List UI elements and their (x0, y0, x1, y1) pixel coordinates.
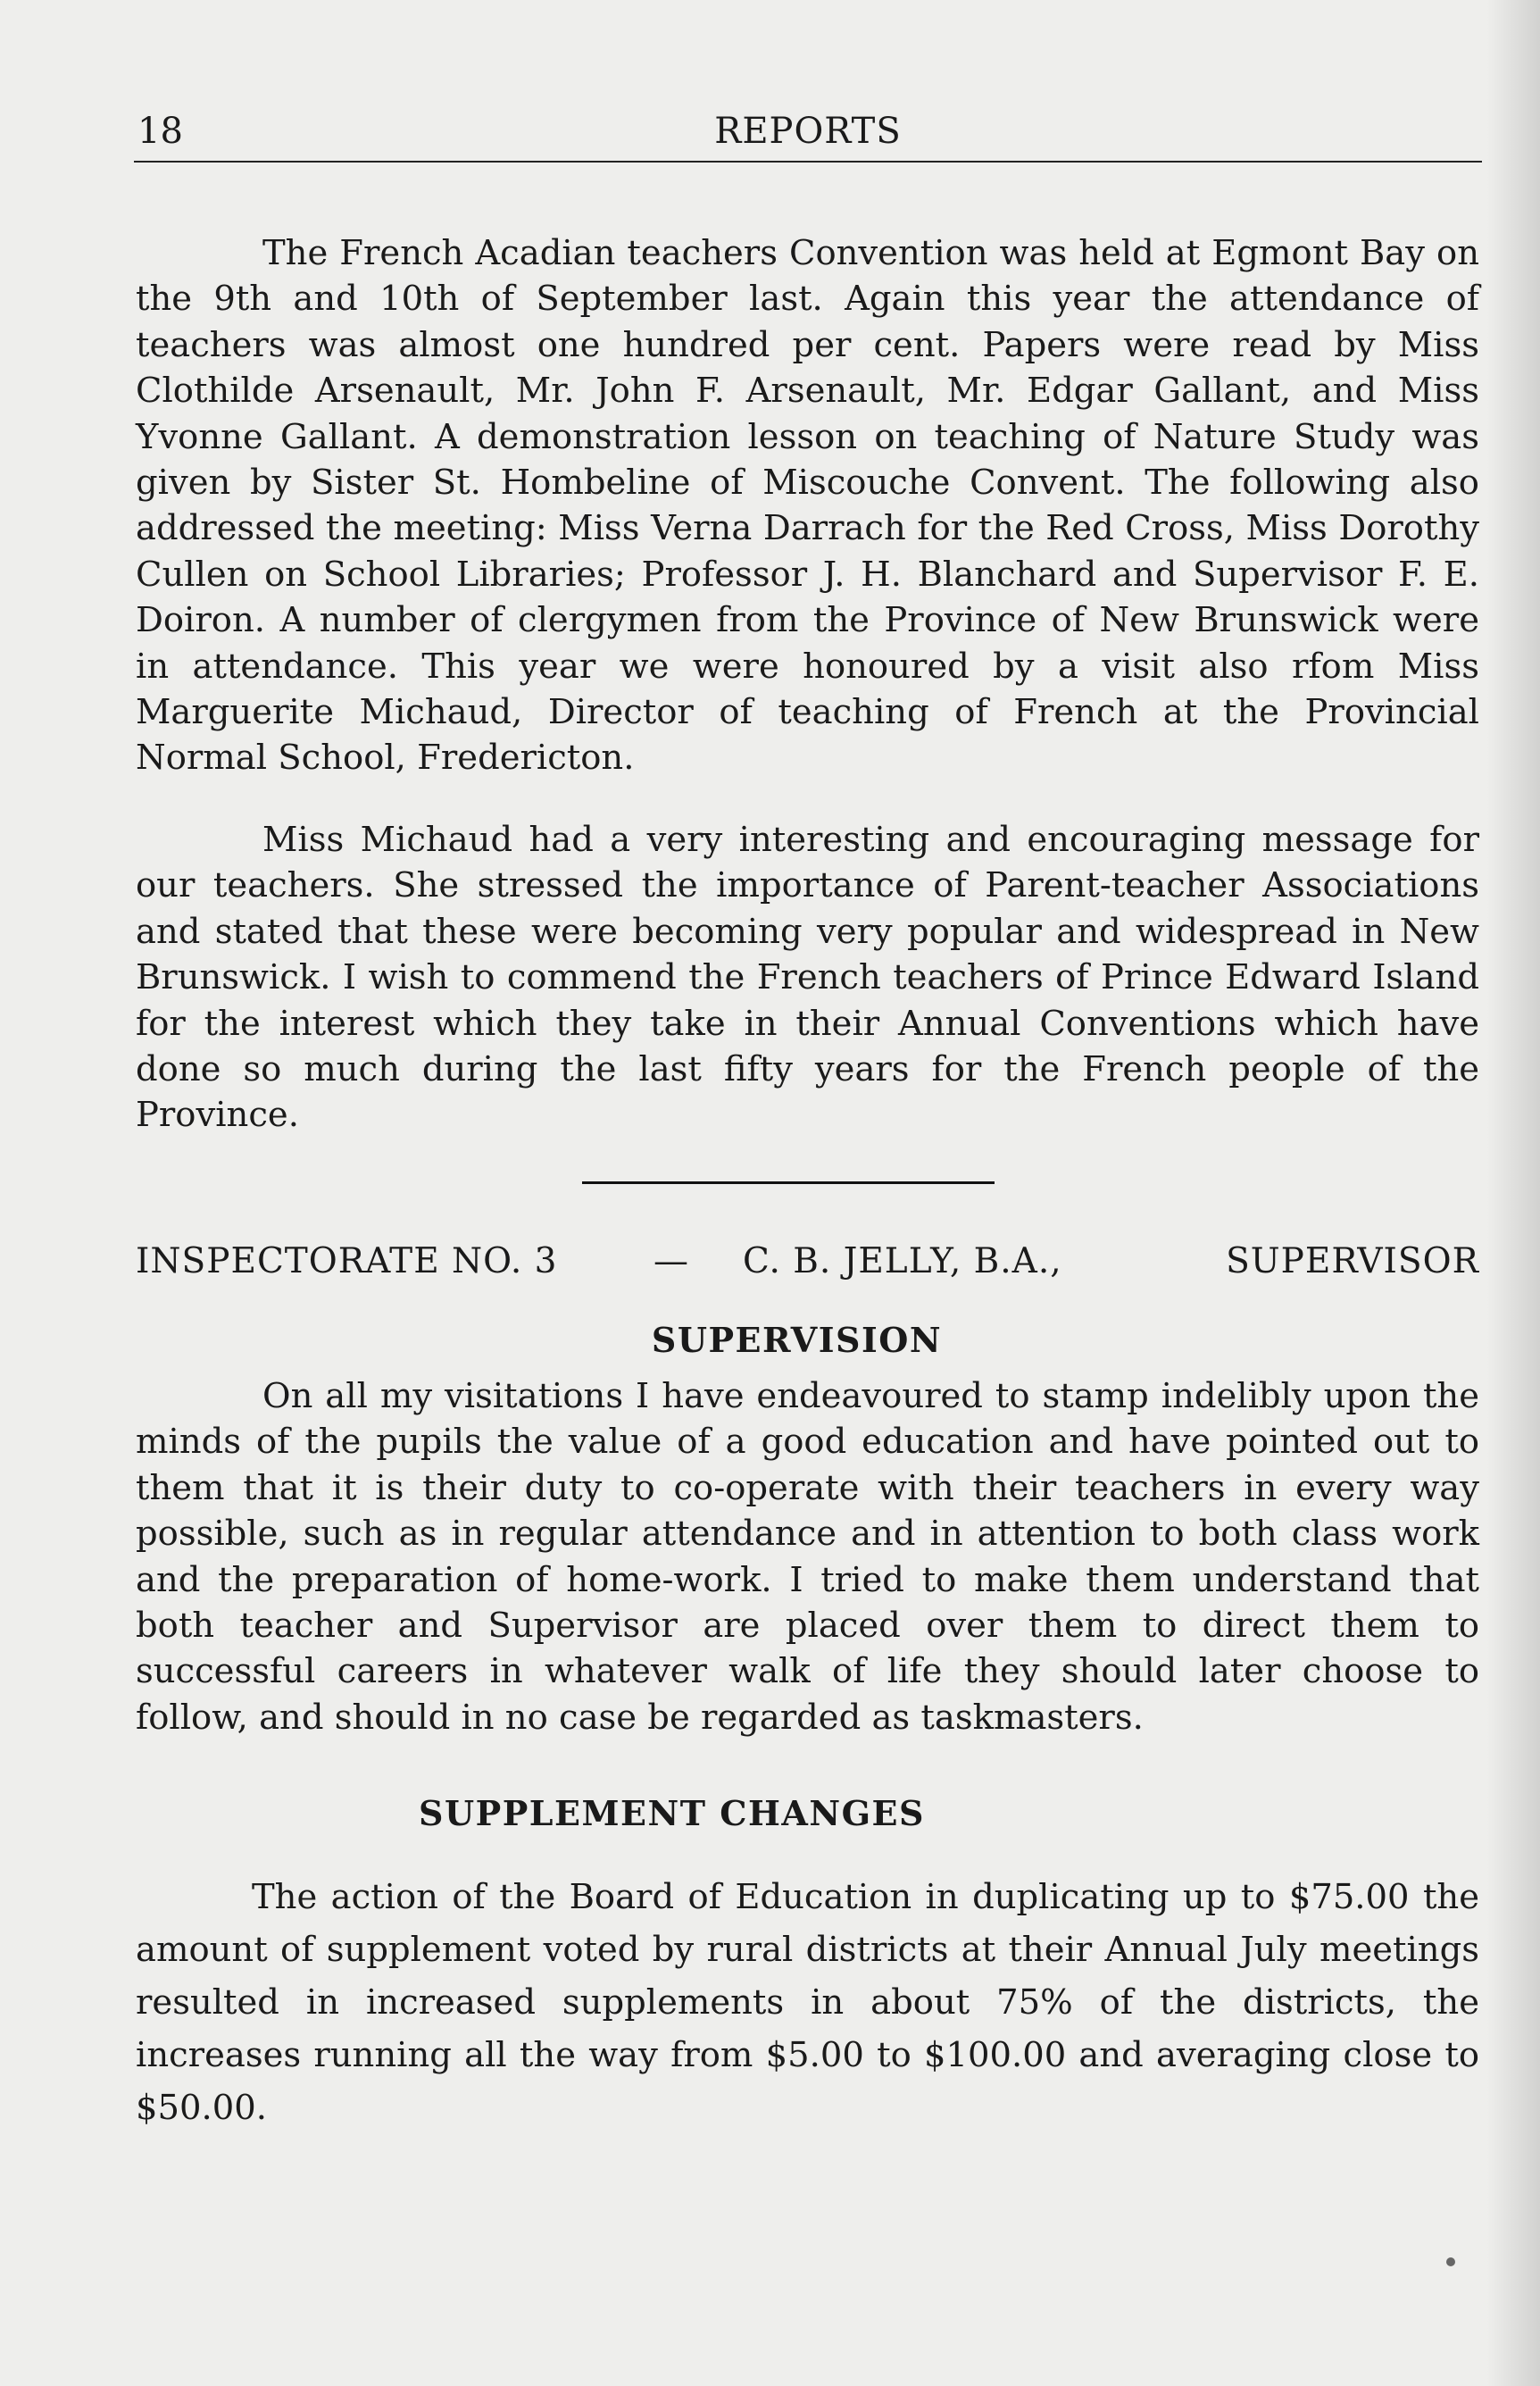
heading-supplement-changes: SUPPLEMENT CHANGES (419, 1793, 925, 1833)
inspectorate-label: INSPECTORATE NO. 3 (136, 1241, 558, 1281)
page-edge-shadow (1486, 0, 1540, 2386)
paragraph-convention: The French Acadian teachers Convention was held at Egmont Bay on the 9th and 10th of September last. Again this year the attendance of teachers was almost one hundred per cent. Papers were read by Miss Clothilde Arsenault, Mr. John F. Arsenault, Mr. Edgar Gallant, and Miss Yvonne Gallant. A demonstration lesson on teaching of Nature Study was given by Sister St. Hombeline of Miscouche Convent. The following also addressed the meeting: Miss Verna Darrach for the Red Cross, Miss Dorothy Cullen on School Libraries; Professor J. H. Blanchard and Supervisor F. E. Doiron. A number of clergymen from the Province of New Brunswick were in attendance. This year we were honoured by a visit also rfom Miss Marguerite Michaud, Director of teaching of French at the Provincial Normal School, Fredericton. (136, 233, 1479, 779)
paragraph-supplement: The action of the Board of Education in duplicating up to $75.00 the amount of supplement voted by rural districts at their Annual July meetings resulted in increased supplements in about 75% of the districts, the increases running all the way from $5.00 to $100.00 and averaging close to $50.00. (136, 1877, 1479, 2128)
heading-supervision: SUPERVISION (651, 1320, 943, 1360)
running-header (134, 105, 1482, 163)
running-title: REPORTS (714, 111, 902, 152)
supervisor-name: C. B. JELLY, B.A., (743, 1241, 1062, 1281)
supervisor-role: SUPERVISOR (1226, 1241, 1479, 1281)
paper-speck (1446, 2257, 1455, 2266)
paragraph-supervision: On all my visitations I have endeavoured to stamp indelibly upon the minds of the pupils the value of a good education and have pointed out to them that it is their duty to co-operate with their teachers in every way possible, such as in regular attendance and in attention to both class work and the preparation of home-work. I tried to make them understand that both teacher and Supervisor are placed over them to direct them to successful careers in whatever walk of life they should later choose to follow, and should in no case be regarded as taskmasters. (136, 1376, 1479, 1738)
paragraph-michaud: Miss Michaud had a very interesting and encouraging message for our teachers. She stressed the importance of Parent-teacher Associations and stated that these were becoming very popular and widespread in New Brunswick. I wish to commend the French teachers of Prince Edward Island for the interest which they take in their Annual Conventions which have done so much during the last fifty years for the French people of the Province. (136, 820, 1479, 1136)
section-divider (582, 1181, 995, 1184)
heading-dash: — (653, 1241, 689, 1281)
page-number: 18 (137, 111, 183, 152)
